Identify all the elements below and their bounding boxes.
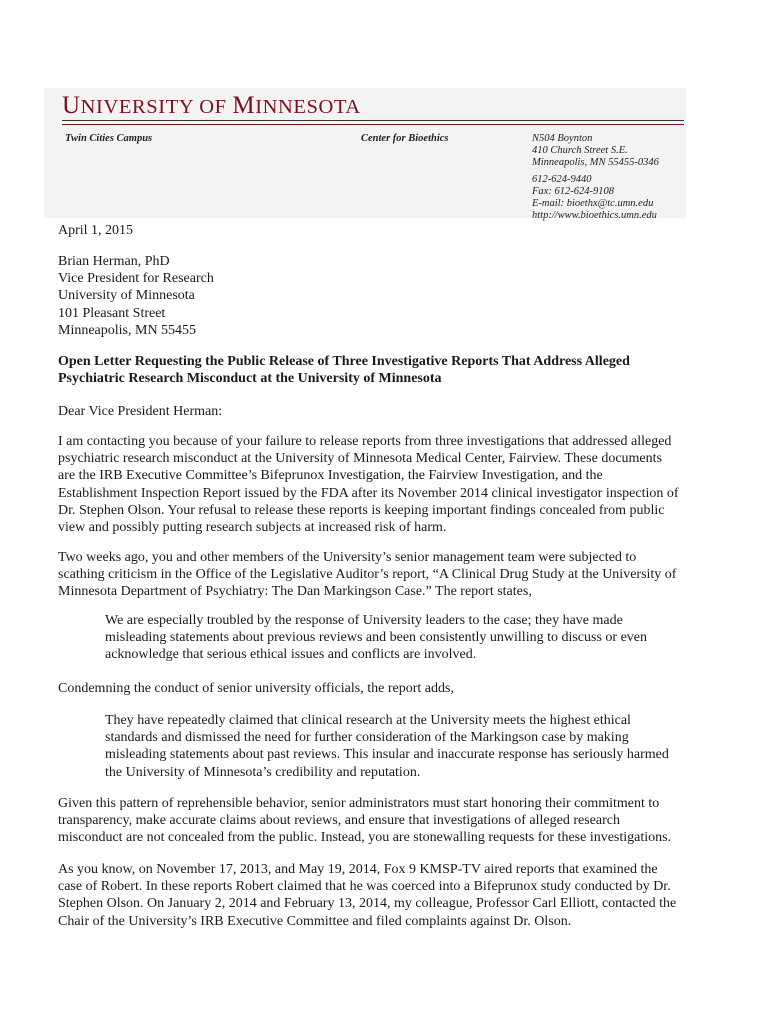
quote-line: the University of Minnesota’s credibility and reputation.: [105, 764, 421, 780]
paragraph-line: misconduct are not concealed from the public. Instead, you are stonewalling requests for these investigations.: [58, 830, 672, 846]
paragraph-line: transparency, make accurate claims about reviews, and ensure that investigations of alleged research: [58, 813, 620, 829]
paragraph-2: [58, 549, 718, 601]
quote-line: standards and dismissed the need for further consideration of the Markingson case by making: [105, 730, 629, 746]
campus-label: Twin Cities Campus: [65, 133, 153, 144]
address-line: 410 Church Street S.E.: [532, 144, 628, 156]
paragraph-line: As you know, on November 17, 2013, and May 19, 2014, Fox 9 KMSP-TV aired reports that examined the: [58, 862, 658, 877]
letter-subject: [58, 353, 718, 387]
website-url: http://www.bioethics.umn.edu: [532, 209, 657, 221]
subject-line: Open Letter Requesting the Public Release of Three Investigative Reports That Address Alleged: [58, 354, 630, 369]
paragraph-line: Stephen Olson. On January 2, 2014 and February 13, 2014, my colleague, Professor Carl Elliott, contacted the: [58, 896, 677, 912]
paragraph-line: are the IRB Executive Committee’s Bifeprunox Investigation, the Fairview Investigation, and the: [58, 468, 603, 484]
paragraph-3: Condemning the conduct of senior university officials, the report adds,: [58, 681, 454, 696]
address-line: Minneapolis, MN 55455-0346: [532, 156, 659, 168]
recipient-line: 101 Pleasant Street: [58, 305, 166, 321]
recipient-line: Brian Herman, PhD: [58, 254, 170, 269]
paragraph-line: case of Robert. In these reports Robert claimed that he was coerced into a Bifeprunox study conducted by Dr.: [58, 879, 671, 895]
center-label: Center for Bioethics: [361, 133, 449, 144]
quote-line: misleading statements about previous reviews and been consistently unwilling to discuss or even: [105, 630, 648, 646]
letter-date: April 1, 2015: [58, 223, 134, 238]
recipient-block: [58, 253, 718, 339]
recipient-line: Minneapolis, MN 55455: [58, 322, 197, 338]
university-wordmark: UNIVERSITY OF MINNESOTA: [62, 92, 361, 119]
quote-line: They have repeatedly claimed that clinical research at the University meets the highest ethical: [105, 713, 631, 728]
salutation: Dear Vice President Herman:: [58, 404, 223, 419]
email-address: E-mail: bioethx@tc.umn.edu: [532, 197, 654, 209]
paragraph-line: I am contacting you because of your failure to release reports from three investigations that addressed alleged: [58, 434, 672, 449]
paragraph-line: scathing criticism in the Office of the Legislative Auditor’s report, “A Clinical Drug Study at the University of: [58, 567, 677, 583]
block-quote-1: [105, 612, 705, 664]
paragraph-line: psychiatric research misconduct at the University of Minnesota Medical Center, Fairview. These documents: [58, 451, 662, 467]
letterhead-rule: [62, 120, 684, 121]
quote-line: acknowledge that serious ethical issues and conflicts are involved.: [105, 647, 477, 663]
paragraph-line: Two weeks ago, you and other members of the University’s senior management team were subjected to: [58, 550, 637, 565]
paragraph-line: view and possibly putting research subjects at increased risk of harm.: [58, 520, 447, 536]
paragraph-5: [58, 861, 718, 930]
subject-line: Psychiatric Research Misconduct at the University of Minnesota: [58, 371, 442, 387]
paragraph-line: Establishment Inspection Report issued by the FDA after its November 2014 clinical investigator inspection of: [58, 485, 679, 501]
paragraph-1: [58, 433, 718, 536]
paragraph-line: Dr. Stephen Olson. Your refusal to release these reports is keeping important findings concealed from public: [58, 502, 665, 518]
recipient-line: Vice President for Research: [58, 271, 214, 287]
paragraph-line: Minnesota Department of Psychiatry: The Dan Markingson Case.” The report states,: [58, 584, 532, 600]
quote-line: We are especially troubled by the response of University leaders to the case; they have made: [105, 613, 623, 628]
fax-number: Fax: 612-624-9108: [532, 186, 614, 198]
letterhead-rule-accent: [62, 124, 684, 125]
address-line: N504 Boynton: [532, 133, 593, 144]
quote-line: misleading statements about past reviews. This insular and inaccurate response has seriously harmed: [105, 747, 669, 763]
paragraph-line: Given this pattern of reprehensible behavior, senior administrators must start honoring their commitment to: [58, 796, 660, 811]
phone-number: 612-624-9440: [532, 174, 592, 186]
paragraph-line: Chair of the University’s IRB Executive Committee and filed complaints against Dr. Olson.: [58, 913, 572, 929]
paragraph-4: [58, 795, 718, 847]
letterhead-address-block: [532, 133, 659, 222]
recipient-line: University of Minnesota: [58, 288, 195, 304]
block-quote-2: [105, 712, 705, 781]
